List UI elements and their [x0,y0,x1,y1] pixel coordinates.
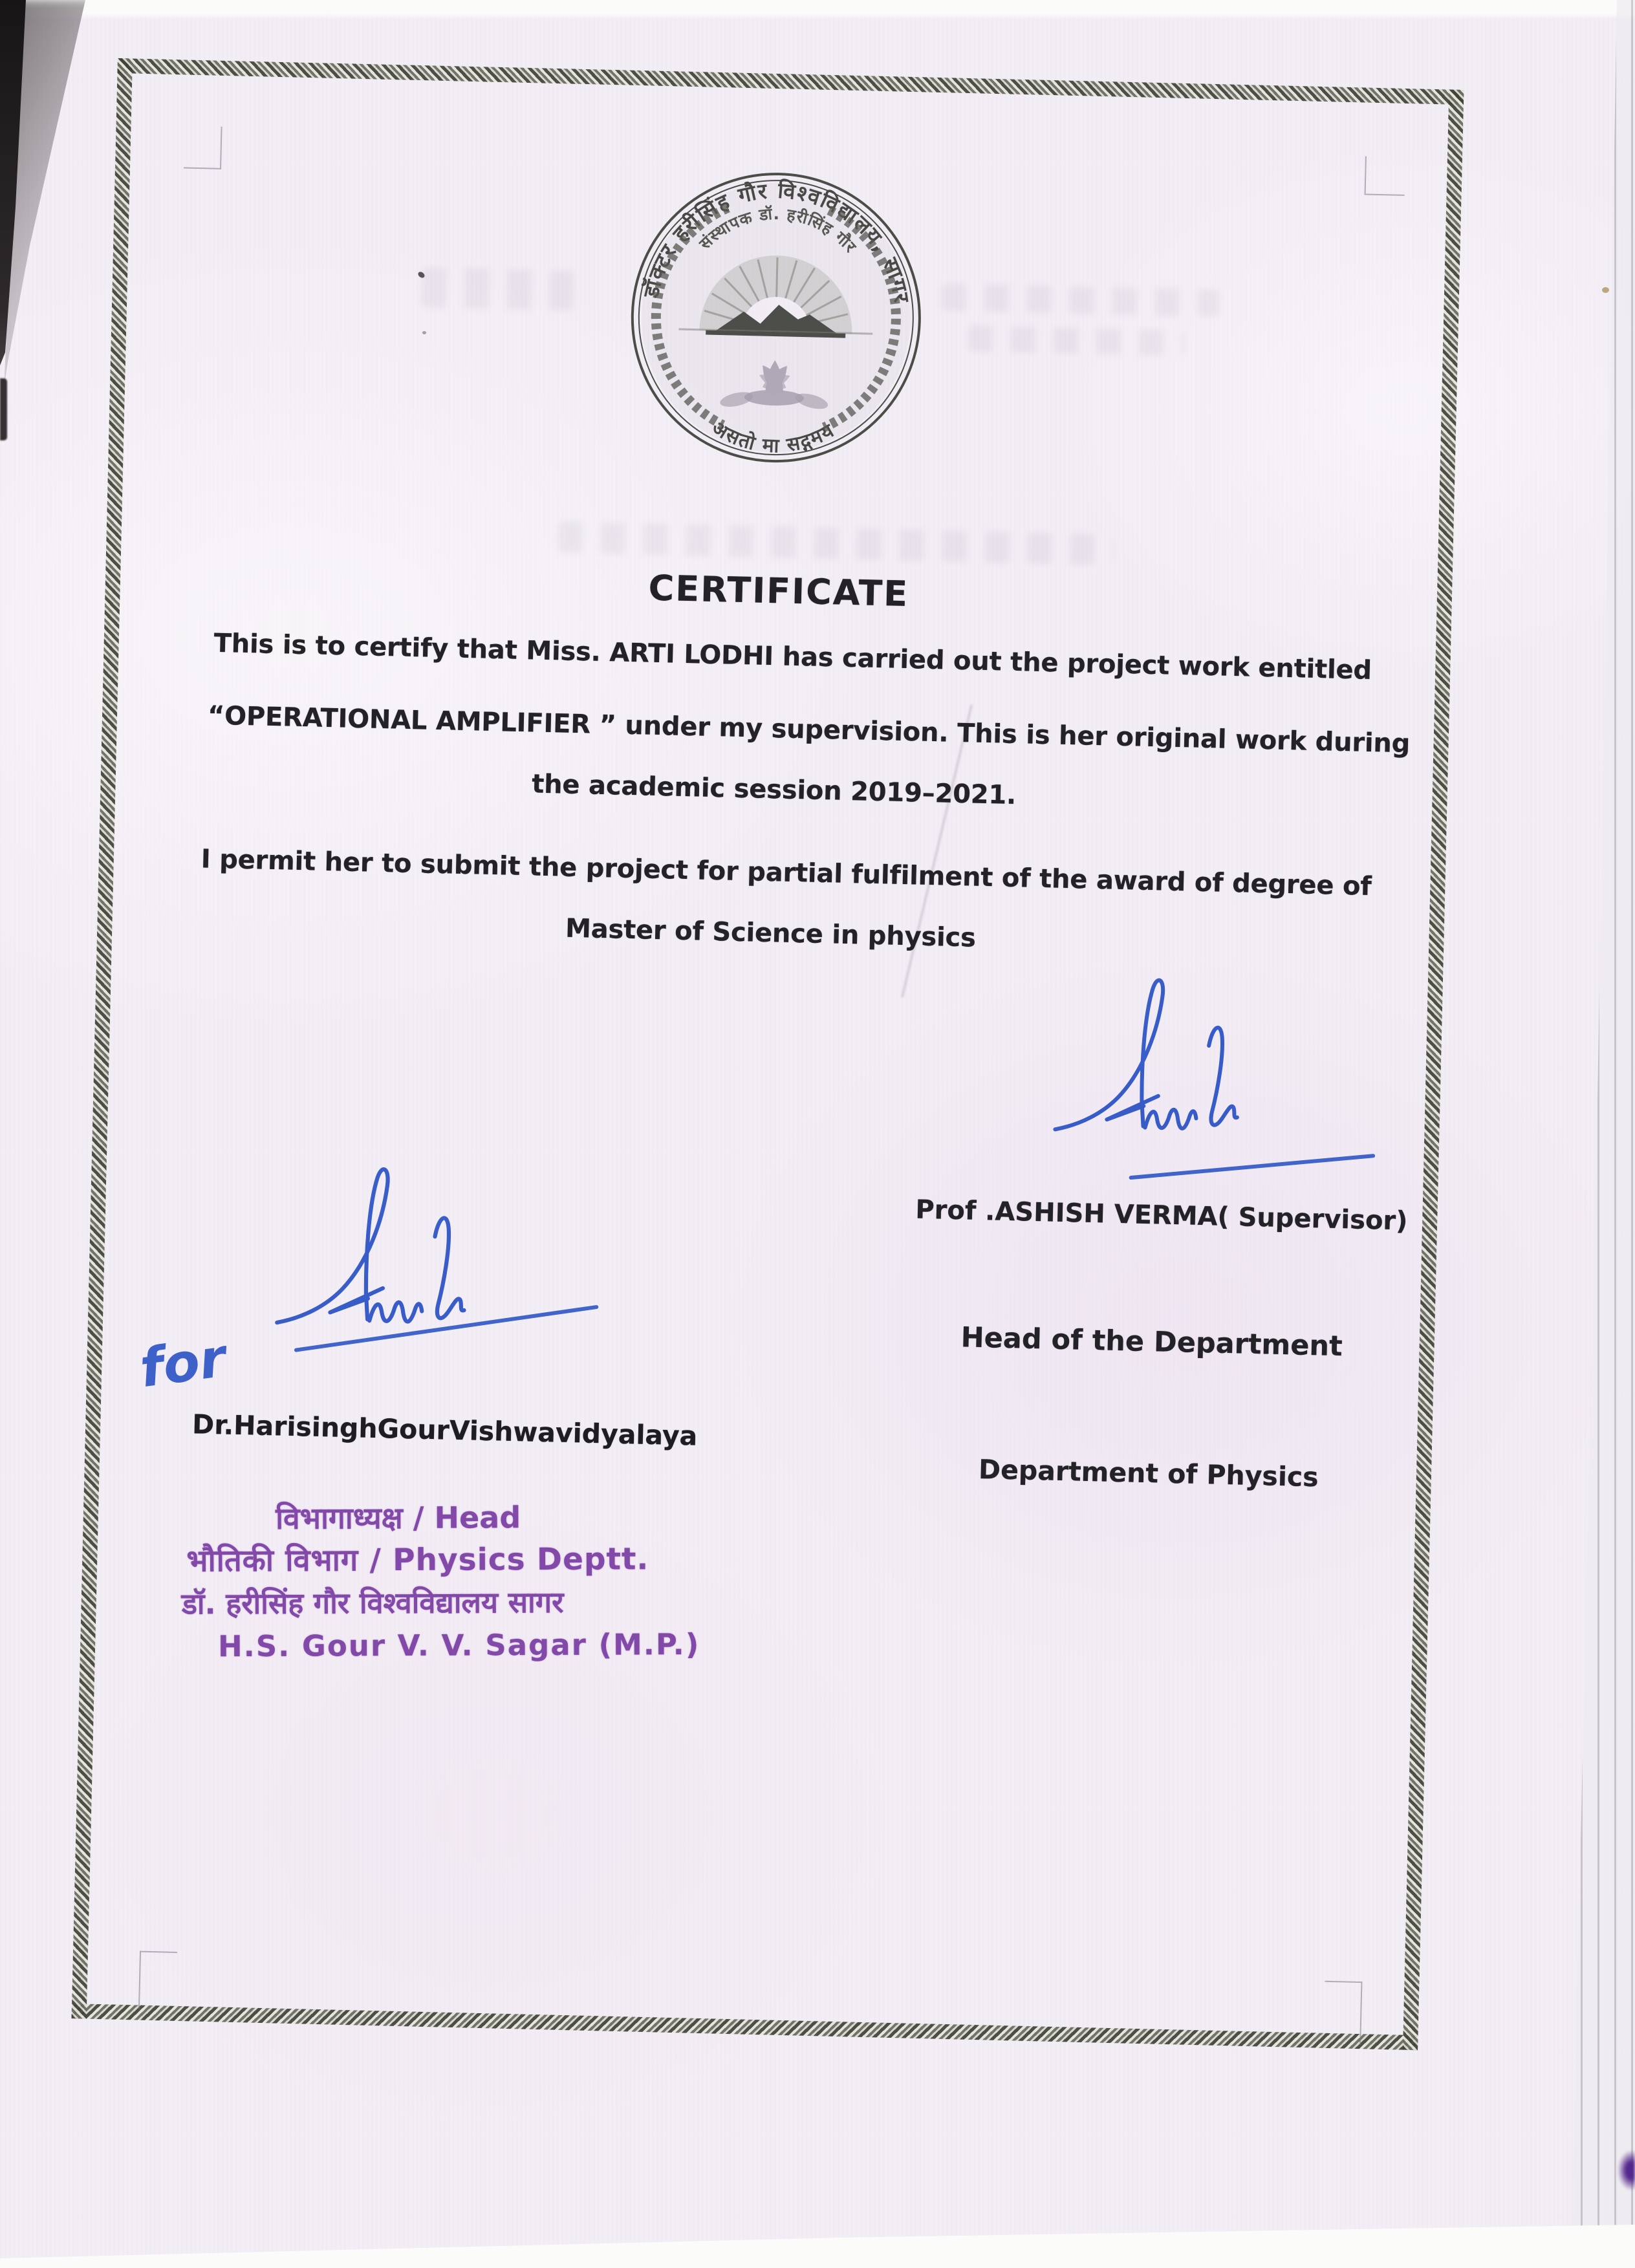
university-name-line: Dr.HarisinghGourVishwavidyalaya [191,1409,698,1452]
seal-founder-text: संस्थापक डॉ. हरीसिंह गौर [695,204,861,257]
supervisor-signature-ink [1043,965,1248,1158]
paper-crease-line [901,704,972,997]
corner-bracket-top-right [1365,156,1405,195]
decorative-border-left [72,58,133,2019]
bleedthrough-smudge [558,521,1114,565]
bleedthrough-smudge [968,325,1186,356]
stamp-line-3: डॉ. हरीसिंह गौर विश्वविद्यालय सागर [181,1584,564,1621]
certificate-sheet [72,58,1464,2050]
corner-bracket-bottom-right [1323,1981,1362,2045]
certificate-title: CERTIFICATE [647,567,909,615]
corner-bracket-top-left [184,125,222,169]
supervisor-role-line2: Department of Physics [978,1453,1319,1493]
supervisor-signature-underline [1129,1154,1375,1180]
stamp-line-2: भौतिकी विभाग / Physics Deptt. [186,1541,649,1579]
bleedthrough-smudge [421,267,574,311]
scanner-left-notch [0,378,7,440]
scanner-top-edge [0,0,1635,19]
office-stamp [179,1495,700,1668]
stamp-line-4: H.S. Gour V. V. Sagar (M.P.) [217,1626,700,1664]
decorative-border-top [117,58,1464,105]
decorative-border-bottom [72,2003,1418,2050]
purple-ink-blot [1618,2151,1635,2190]
paper-speck [1602,287,1609,293]
supervisor-role-line1: Head of the Department [960,1321,1343,1363]
body-paragraph1-line2: “OPERATIONAL AMPLIFIER ” under my supervision. This is her original work during [207,700,1411,759]
seal-motto-text: असतो मा सद्गमय [708,416,839,458]
seal-ring-text: डॉक्टर हरीसिंह गौर विश्वविद्यालय, सागर [638,177,915,305]
university-seal-icon [626,167,927,468]
body-paragraph1-line1: This is to certify that Miss. ARTI LODHI has carried out the project work entitled [213,628,1372,686]
supervisor-name-line: Prof .ASHISH VERMA( Supervisor) [915,1194,1409,1237]
decorative-border-right [1403,90,1464,2051]
body-paragraph2-line1: I permit her to submit the project for partial fulfilment of the award of degree of [200,844,1372,902]
body-paragraph1-line3: the academic session 2019–2021. [531,769,1017,811]
scanner-bottom-edge [0,2212,1635,2268]
corner-bracket-bottom-left [138,1951,177,2010]
body-paragraph2-line2: Master of Science in physics [565,913,977,953]
issuer-signature-ink [261,1154,479,1353]
bleedthrough-smudge [941,283,1220,317]
stamp-line-1: विभागाध्यक्ष / Head [276,1500,521,1536]
for-annotation: for [136,1327,230,1400]
